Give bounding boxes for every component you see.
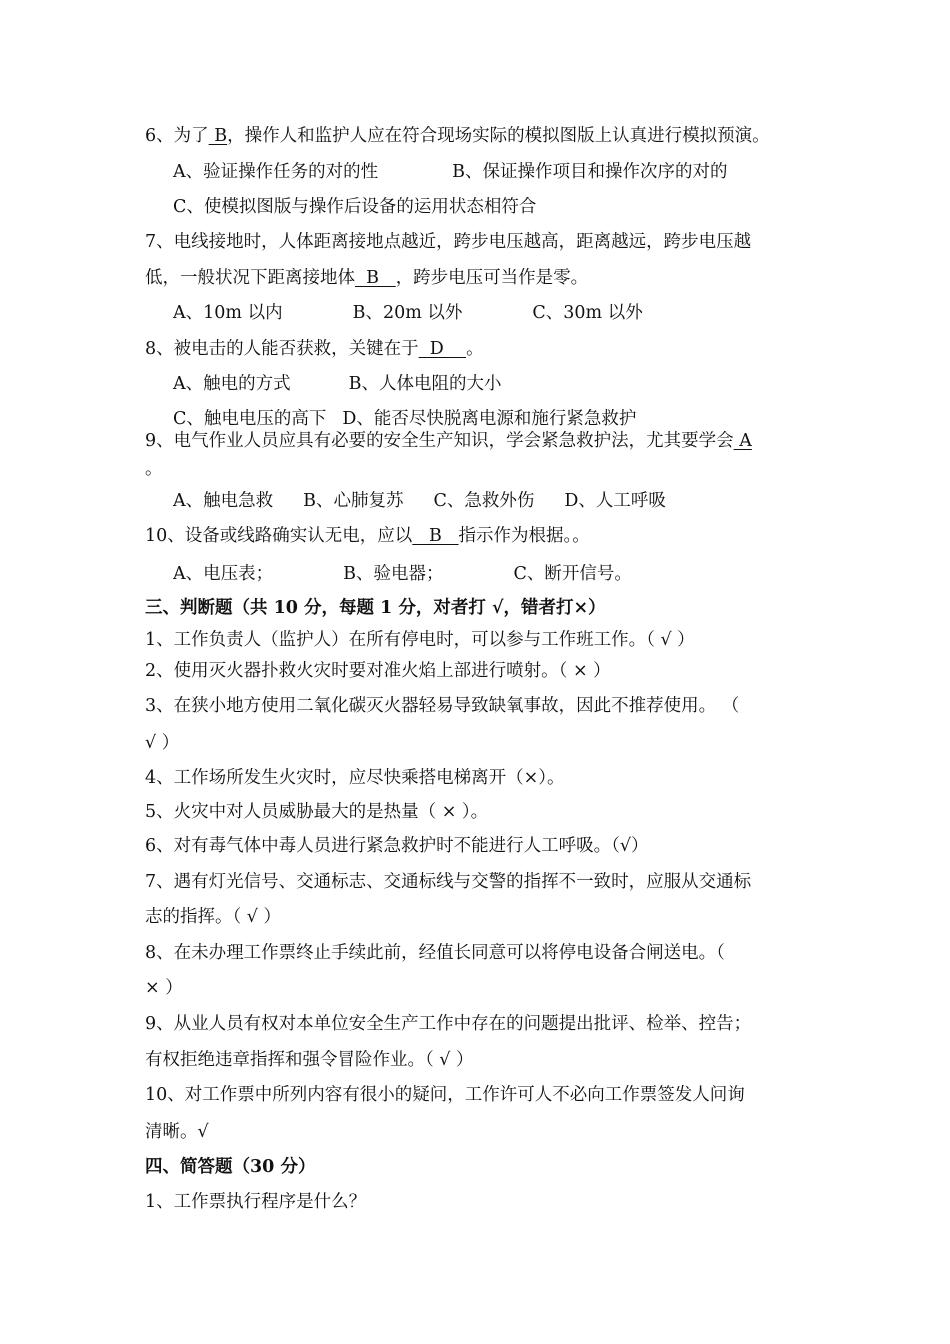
q9-option-d: D、人工呼吸: [564, 491, 666, 511]
q9-line-2: 。: [145, 459, 163, 479]
q7-option-c: C、30m 以外: [532, 303, 643, 323]
q9-line-1: [145, 429, 825, 453]
judgment-item: 3、在狭小地方使用二氧化碳灭火器轻易导致缺氧事故，因此不推荐使用。 （: [145, 696, 740, 716]
q8-answer-blank: D: [418, 339, 467, 359]
question-10: [145, 524, 825, 548]
judgment-item-continuation: × ）: [145, 978, 183, 998]
judgment-item: 6、对有毒气体中毒人员进行紧急救护时不能进行人工呼吸。（√）: [145, 836, 649, 856]
q7-option-b: B、20m 以外: [352, 303, 463, 323]
judgment-item: 5、火灾中对人员威胁最大的是热量（ × ）。: [145, 802, 489, 822]
question-8: [145, 337, 825, 361]
q8-text-pre: 8、被电击的人能否获救，关键在于: [145, 339, 419, 359]
q9-option-b: B、心肺复苏: [303, 491, 404, 511]
q6-option-a: A、验证操作任务的对的性: [173, 162, 379, 182]
q7-line-1: 7、电线接地时，人体距离接地点越近，跨步电压越高，距离越远，跨步电压越: [145, 232, 752, 252]
q9-options: [173, 489, 853, 513]
q6-options-row1: [173, 160, 853, 184]
q8-options-row2: [173, 407, 853, 431]
q10-answer-blank: B: [412, 526, 459, 546]
q9-option-a: A、触电急救: [173, 491, 274, 511]
q8-option-d: D、能否尽快脱离电源和施行紧急救护: [342, 409, 637, 429]
judgment-item-continuation: 志的指挥。（ √ ）: [145, 907, 282, 927]
q7-text-post: ，跨步电压可当作是零。: [395, 268, 589, 288]
judgment-item-continuation: 清晰。√: [145, 1122, 209, 1142]
q6-text-post: ，操作人和监护人应在符合现场实际的模拟图版上认真进行模拟预演。: [227, 126, 770, 146]
question-6: [145, 124, 825, 148]
q10-option-a: A、电压表；: [173, 564, 274, 584]
section-4-heading: 四、简答题（30 分）: [145, 1157, 316, 1177]
q8-option-b: B、人体电阻的大小: [348, 374, 502, 394]
judgment-item: 2、使用灭火器扑救火灾时要对准火焰上部进行喷射。（ × ）: [145, 661, 611, 681]
judgment-item-continuation: √ ）: [145, 733, 180, 753]
judgment-item: 1、工作负责人（监护人）在所有停电时，可以参与工作班工作。（ √ ）: [145, 630, 695, 650]
q7-text-pre: 低，一般状况下距离接地体: [145, 268, 355, 288]
q8-options-row1: [173, 372, 853, 396]
q9-text-pre: 9、电气作业人员应具有必要的安全生产知识，学会紧急救护法，尤其要学会: [145, 431, 734, 451]
q6-option-c: C、使模拟图版与操作后设备的运用状态相符合: [173, 197, 537, 217]
q8-text-post: 。: [466, 339, 484, 359]
q10-option-c: C、断开信号。: [513, 564, 632, 584]
q10-text-pre: 10、设备或线路确实认无电，应以: [145, 526, 413, 546]
q6-option-b: B、保证操作项目和操作次序的对的: [452, 162, 728, 182]
q8-option-c: C、触电电压的高下: [173, 409, 327, 429]
q7-line-2: [145, 266, 825, 290]
judgment-item: 7、遇有灯光信号、交通标志、交通标线与交警的指挥不一致时，应服从交通标: [145, 872, 752, 892]
q6-answer-blank: B: [208, 126, 228, 146]
judgment-item: 9、从业人员有权对本单位安全生产工作中存在的问题提出批评、检举、控告；: [145, 1014, 752, 1034]
q10-options: [173, 562, 853, 586]
q9-answer-blank: A: [733, 431, 752, 451]
q7-answer-blank: B: [355, 268, 396, 288]
judgment-item: 10、对工作票中所列内容有很小的疑问，工作许可人不必向工作票签发人问询: [145, 1085, 745, 1105]
q8-option-a: A、触电的方式: [173, 374, 291, 394]
q9-option-c: C、急救外伤: [433, 491, 535, 511]
q6-text-pre: 6、为了: [145, 126, 209, 146]
q10-text-post: 指示作为根据。。: [458, 526, 590, 546]
section-3-heading: 三、判断题（共 10 分，每题 1 分，对者打 √，错者打×）: [145, 598, 606, 618]
q7-options: [173, 301, 853, 325]
short-answer-item: 1、工作票执行程序是什么？: [145, 1192, 367, 1212]
q7-option-a: A、10m 以内: [173, 303, 283, 323]
q10-option-b: B、验电器；: [343, 564, 444, 584]
judgment-item: 8、在未办理工作票终止手续此前，经值长同意可以将停电设备合闸送电。（: [145, 943, 725, 963]
judgment-item-continuation: 有权拒绝违章指挥和强令冒险作业。（ √ ）: [145, 1050, 474, 1070]
judgment-item: 4、工作场所发生火灾时，应尽快乘搭电梯离开（×）。: [145, 768, 565, 788]
